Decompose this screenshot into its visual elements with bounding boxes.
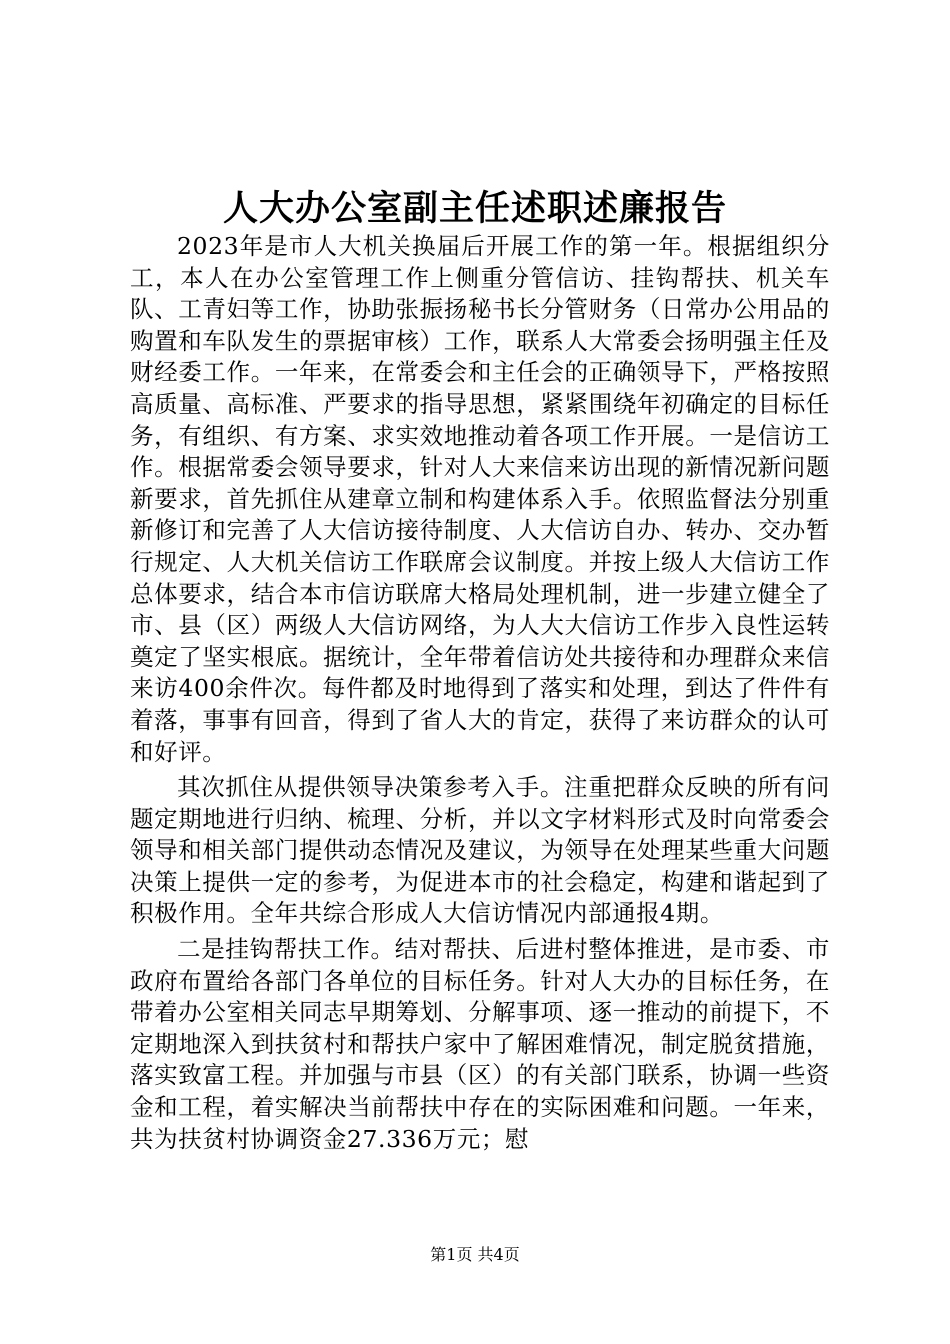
document-title: 人大办公室副主任述职述廉报告: [222, 188, 727, 229]
paragraph-2: 其次抓住从提供领导决策参考入手。注重把群众反映的所有问题定期地进行归纳、梳理、分析，并以文字材料形式及时向常委会领导和相关部门提供动态情况及建议，为领导在处理某些重大问题决策上提供一定的参考，为促进本市的社会稳定，构建和谐起到了积极作用。全年共综合形成人大信访情况内部通报4期。: [130, 773, 830, 928]
page-number-footer: 第1页 共4页: [430, 1245, 520, 1264]
paragraph-3: 二是挂钩帮扶工作。结对帮扶、后进村整体推进，是市委、市政府布置给各部门各单位的目标任务。针对人大办的目标任务，在带着办公室相关同志早期筹划、分解事项、逐一推动的前提下，不定期地深入到扶贫村和帮扶户家中了解困难情况，制定脱贫措施，落实致富工程。并加强与市县（区）的有关部门联系，协调一些资金和工程，着实解决当前帮扶中存在的实际困难和问题。一年来，共为扶贫村协调资金27.336万元；慰: [130, 935, 830, 1153]
paragraph-1: 2023年是市人大机关换届后开展工作的第一年。根据组织分工，本人在办公室管理工作上侧重分管信访、挂钩帮扶、机关车队、工青妇等工作，协助张振扬秘书长分管财务（日常办公用品的购置和车队发生的票据审核）工作，联系人大常委会扬明强主任及财经委工作。一年来，在常委会和主任会的正确领导下，严格按照高质量、高标准、严要求的指导思想，紧紧围绕年初确定的目标任务，有组织、有方案、求实效地推动着各项工作开展。一是信访工作。根据常委会领导要求，针对人大来信来访出现的新情况新问题新要求，首先抓住从建章立制和构建体系入手。依照监督法分别重新修订和完善了人大信访接待制度、人大信访自办、转办、交办暂行规定、人大机关信访工作联席会议制度。并按上级人大信访工作总体要求，结合本市信访联席大格局处理机制，进一步建立健全了市、县（区）两级人大信访网络，为人大大信访工作步入良性运转奠定了坚实根底。据统计，全年带着信访处共接待和办理群众来信来访400余件次。每件都及时地得到了落实和处理，到达了件件有着落，事事有回音，得到了省人大的肯定，获得了来访群众的认可和好评。: [130, 232, 830, 766]
document-body: [130, 231, 830, 1155]
